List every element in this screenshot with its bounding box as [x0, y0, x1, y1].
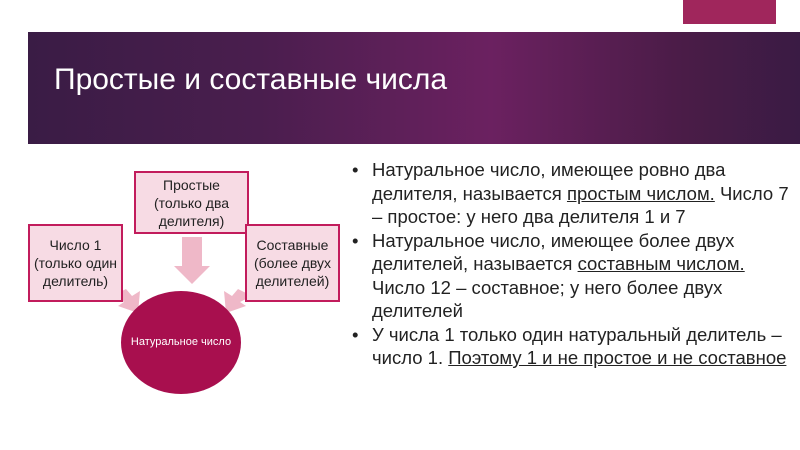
bullet-text: У числа 1 только один натуральный делитель – число 1. — [372, 323, 782, 368]
bullet-item-one — [352, 323, 792, 370]
box-prime — [134, 171, 249, 234]
bullet-text: Число 12 – составное; у него более двух делителей — [372, 276, 723, 321]
arrow-top-down — [174, 237, 210, 284]
slide-title: Простые и составные числа — [54, 63, 448, 96]
conclusion-text: Поэтому 1 и не простое и не составное — [448, 347, 787, 368]
box-composite — [245, 224, 340, 302]
center-circle — [121, 291, 241, 394]
box-composite-label: Составные (более двух делителей) — [253, 237, 332, 289]
bullet-item-composite — [352, 229, 792, 323]
term-prime: простым числом. — [566, 182, 715, 204]
box-number-one — [28, 224, 123, 302]
box-number-one-label: Число 1 (только один делитель) — [34, 237, 118, 289]
box-prime-label: Простые (только два делителя) — [153, 176, 230, 229]
center-circle-label: Натуральное число — [130, 336, 232, 348]
bullet-list — [352, 158, 792, 370]
term-composite: составным числом. — [577, 253, 745, 274]
bullet-text: Натуральное число, имеющее более двух делителей, называется — [372, 229, 735, 274]
bullet-item-prime — [352, 158, 792, 229]
bullet-text: Число 7 – простое: у него два делителя 1 и 7 — [372, 182, 789, 227]
bullet-text: Натуральное число, имеющее ровно два делителя, называется — [372, 159, 726, 204]
